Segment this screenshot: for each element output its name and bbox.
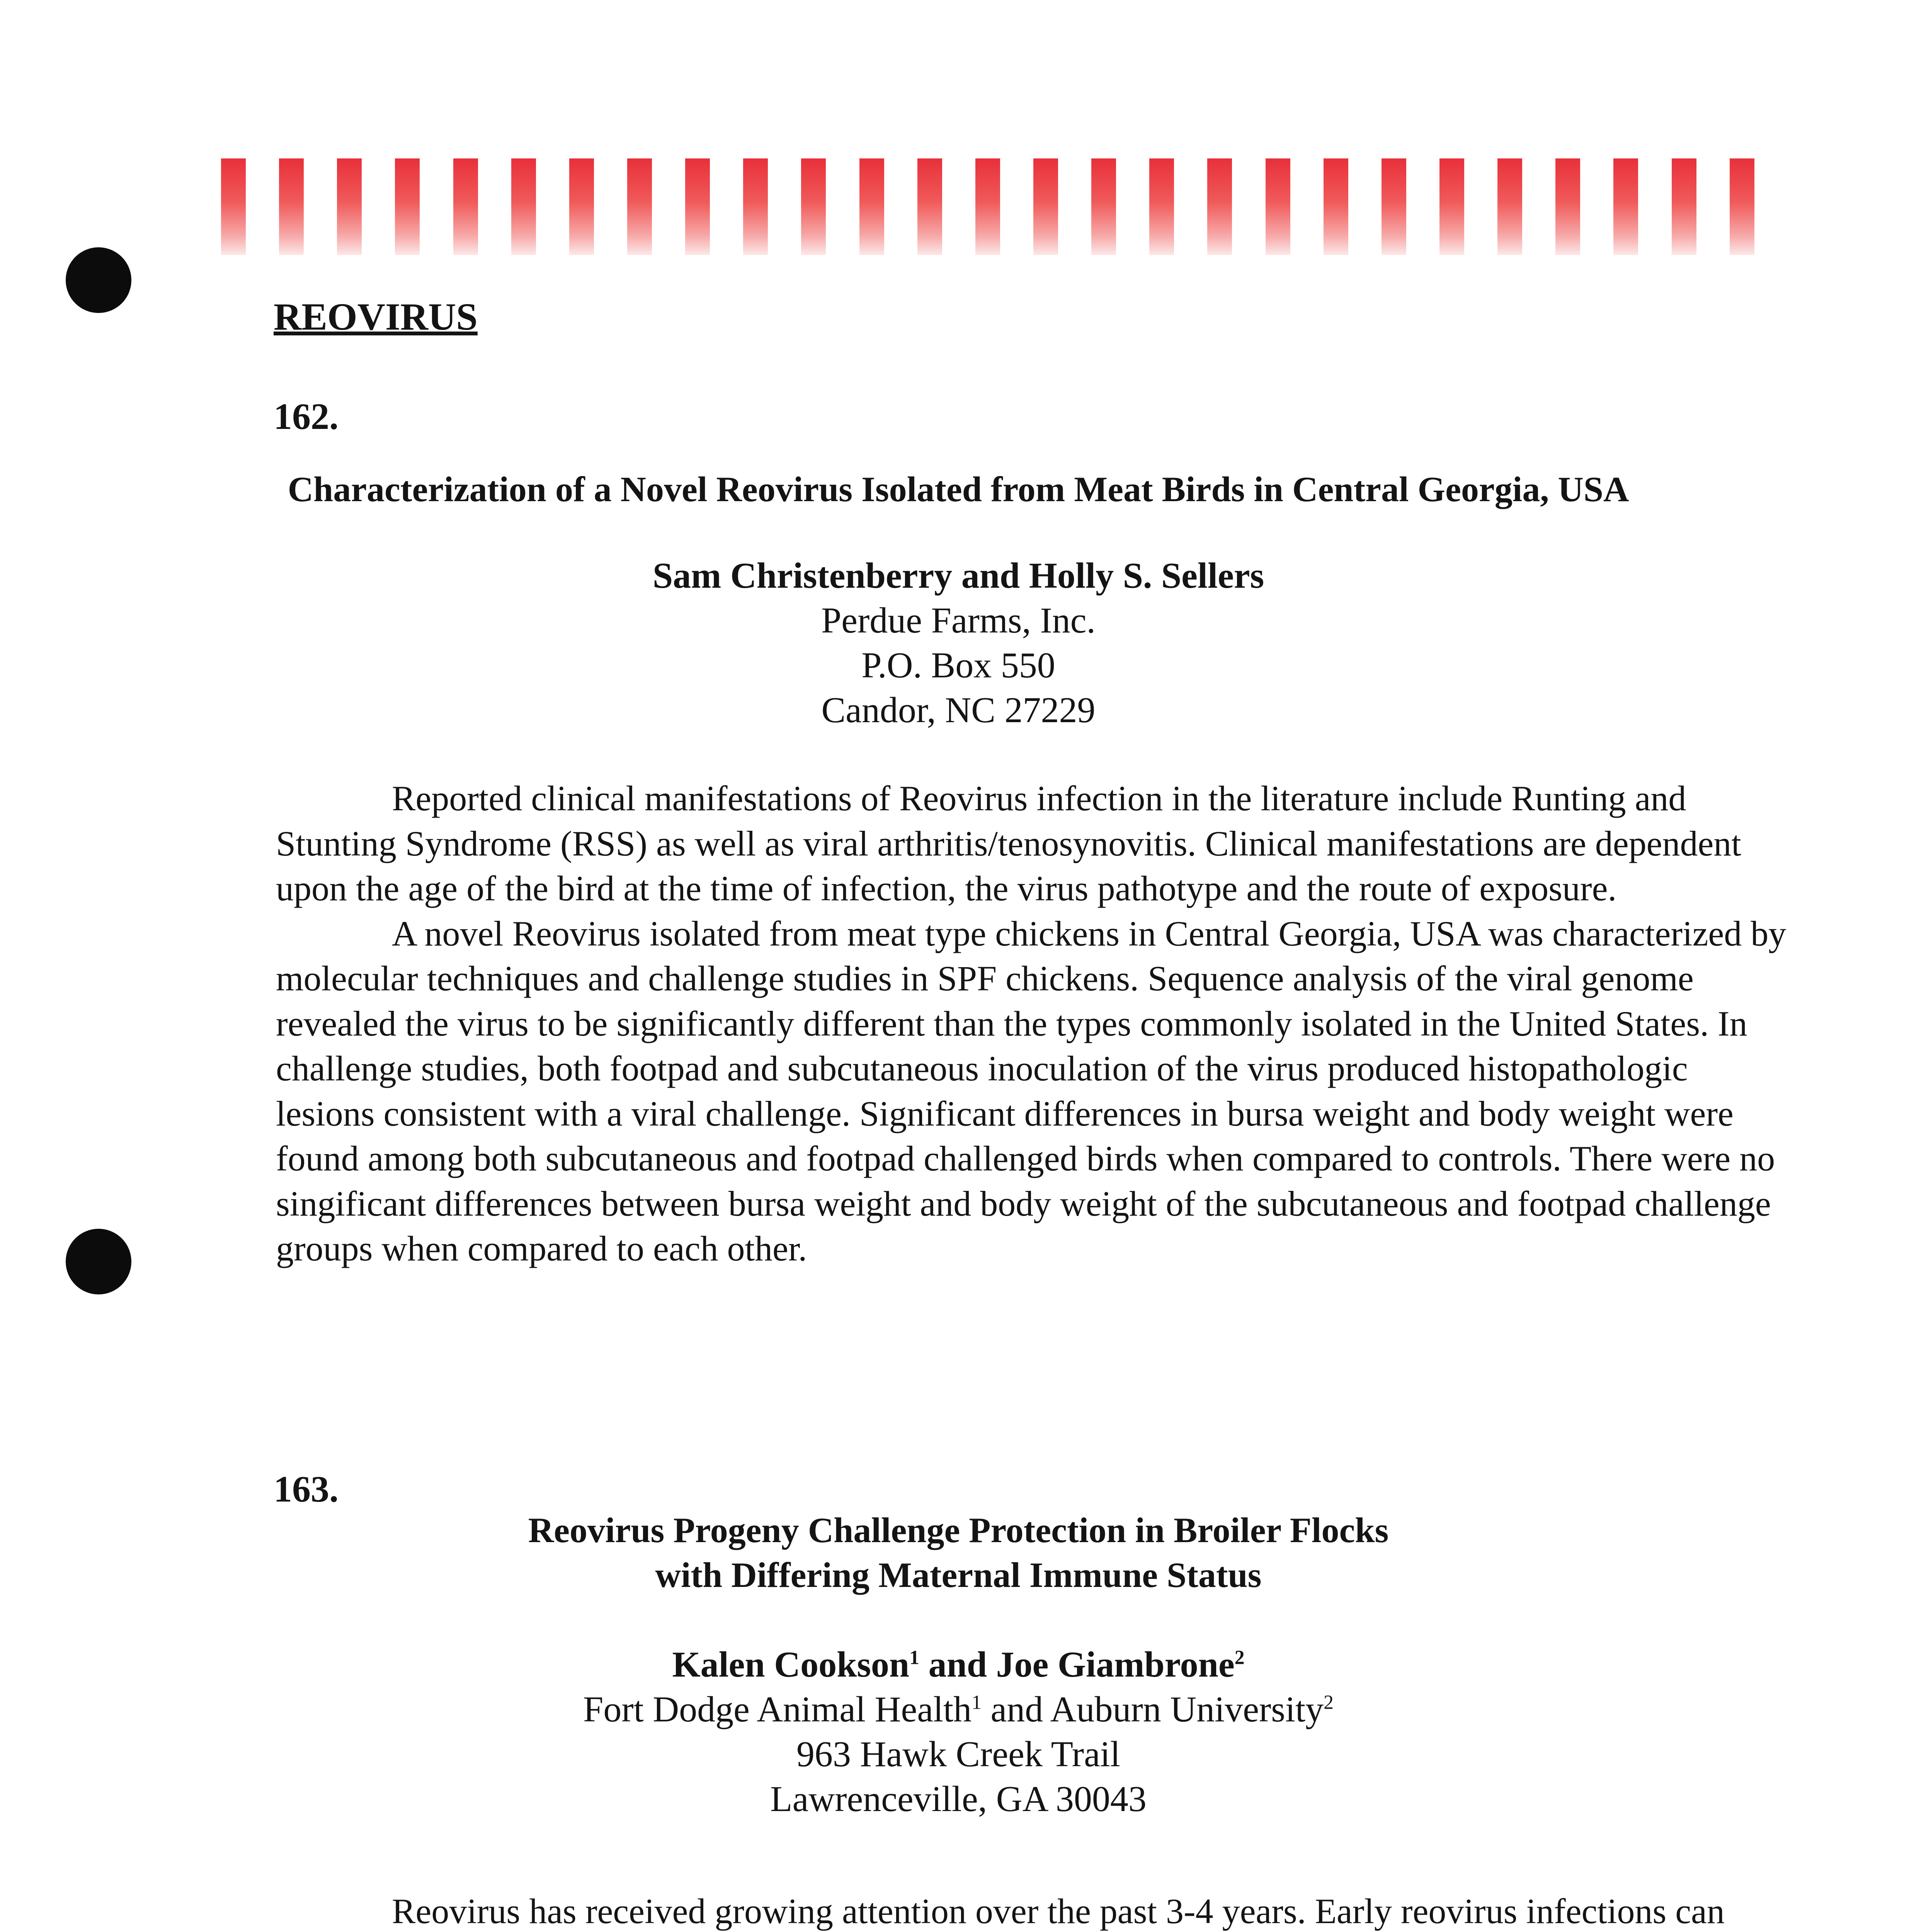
- superscript: 2: [1324, 1691, 1334, 1714]
- stripe: [685, 158, 710, 255]
- abstract-body: [276, 776, 1787, 1271]
- stripe: [221, 158, 246, 255]
- stripe: [453, 158, 478, 255]
- stripe: [337, 158, 362, 255]
- stripe: [1382, 158, 1406, 255]
- stripe: [917, 158, 942, 255]
- stripe: [511, 158, 536, 255]
- stripe: [1266, 158, 1290, 255]
- author-name: Joe Giambrone: [996, 1645, 1235, 1685]
- affiliation-line: Candor, NC 27229: [821, 690, 1096, 730]
- stripe: [1497, 158, 1522, 255]
- abstract-title-line: Reovirus Progeny Challenge Protection in Broiler Flocks: [528, 1510, 1389, 1550]
- institution-name: Auburn University: [1050, 1689, 1324, 1730]
- affiliation-line: P.O. Box 550: [861, 645, 1055, 685]
- institution-join: and: [982, 1689, 1050, 1730]
- affiliation-line: Perdue Farms, Inc.: [821, 600, 1096, 641]
- stripe: [801, 158, 826, 255]
- abstract-number: 163.: [274, 1468, 339, 1510]
- stripe: [1033, 158, 1058, 255]
- affiliation-line: [216, 1687, 1700, 1732]
- body-paragraph: Reported clinical manifestations of Reovirus infection in the literature include Runting and Stunting Syndrome (RSS) as well as viral arthritis/tenosynovitis. Clinical manifestations are dependent upon the age of the bird at the time of infection, the virus pathotype and the route of exposure.: [276, 779, 1741, 908]
- stripe: [743, 158, 768, 255]
- affiliation-line: 963 Hawk Creek Trail: [796, 1734, 1121, 1774]
- binder-hole-top: [66, 247, 131, 313]
- body-paragraph: A novel Reovirus isolated from meat type chickens in Central Georgia, USA was characterized by molecular techniques and challenge studies in SPF chickens. Sequence analysis of the viral genome revealed the virus to be significantly different than the types commonly isolated in the United States. In challenge studies, both footpad and subcutaneous inoculation of the virus produced histopathologic lesions consistent with a viral challenge. Significant differences in bursa weight and body weight were found among both subcutaneous and footpad challenged birds when compared to controls. There were no singificant differences between bursa weight and body weight of the subcutaneous and footpad challenge groups when compared to each other.: [276, 913, 1786, 1268]
- abstract-authors: [216, 1642, 1700, 1687]
- institution-name: Fort Dodge Animal Health: [583, 1689, 972, 1730]
- abstract-title-line: with Differing Maternal Immune Status: [655, 1555, 1262, 1595]
- stripe: [1672, 158, 1696, 255]
- superscript: 1: [909, 1646, 920, 1669]
- stripe: [1207, 158, 1232, 255]
- superscript: 1: [972, 1691, 982, 1714]
- stripe: [1324, 158, 1348, 255]
- stripe: [279, 158, 304, 255]
- stripe: [1149, 158, 1174, 255]
- stripe: [975, 158, 1000, 255]
- body-paragraph: Reovirus has received growing attention over the past 3-4 years. Early reovirus infections can: [392, 1891, 1725, 1931]
- stripe: [627, 158, 652, 255]
- stripe: [859, 158, 884, 255]
- superscript: 2: [1234, 1646, 1245, 1669]
- stripe: [395, 158, 420, 255]
- author-name: Kalen Cookson: [672, 1645, 910, 1685]
- decorative-stripe-band: [221, 158, 1754, 255]
- binder-hole-middle: [66, 1229, 131, 1294]
- section-title: REOVIRUS: [274, 295, 478, 338]
- affiliation-line: Lawrenceville, GA 30043: [770, 1779, 1147, 1819]
- author-join: and: [919, 1645, 996, 1685]
- stripe: [1439, 158, 1464, 255]
- abstract-authors: Sam Christenberry and Holly S. Sellers: [652, 556, 1264, 596]
- stripe: [1555, 158, 1580, 255]
- abstract-title: Characterization of a Novel Reovirus Isolated from Meat Birds in Central Georgia, USA: [288, 469, 1629, 509]
- stripe: [569, 158, 594, 255]
- stripe: [1091, 158, 1116, 255]
- stripe: [1613, 158, 1638, 255]
- abstract-body: [276, 1889, 1787, 1932]
- abstract-number: 162.: [274, 396, 339, 437]
- stripe: [1730, 158, 1754, 255]
